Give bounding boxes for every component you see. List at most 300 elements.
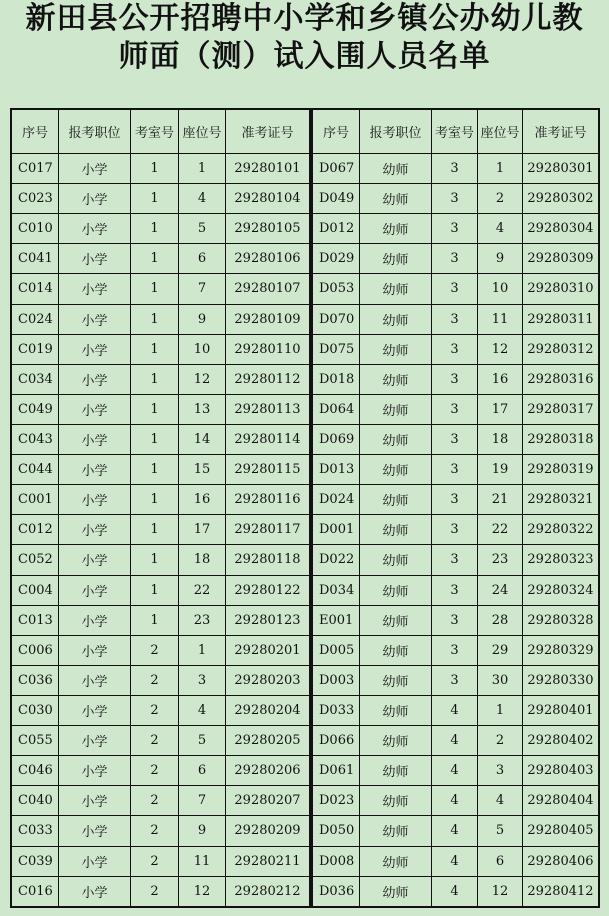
- position-cell: 小学: [59, 665, 131, 695]
- ticket-cell: 29280212: [226, 876, 310, 906]
- seq-cell: C044: [12, 455, 59, 485]
- seat-cell: 16: [478, 364, 523, 394]
- table-row: [313, 515, 599, 545]
- room-cell: 3: [432, 214, 478, 244]
- seat-cell: 7: [179, 786, 226, 816]
- room-cell: 1: [131, 334, 179, 364]
- seq-cell: C046: [12, 756, 59, 786]
- table-row: [12, 424, 310, 454]
- ticket-cell: 29280106: [226, 244, 310, 274]
- position-cell: 小学: [59, 575, 131, 605]
- room-cell: 2: [131, 635, 179, 665]
- seq-cell: D066: [313, 726, 360, 756]
- seat-cell: 6: [179, 244, 226, 274]
- seq-cell: D050: [313, 816, 360, 846]
- seat-cell: 9: [478, 244, 523, 274]
- room-cell: 1: [131, 485, 179, 515]
- seat-cell: 29: [478, 635, 523, 665]
- seq-cell: D013: [313, 455, 360, 485]
- table-row: [12, 786, 310, 816]
- seat-cell: 14: [179, 424, 226, 454]
- seat-cell: 4: [478, 214, 523, 244]
- position-cell: 幼师: [360, 154, 432, 184]
- room-cell: 3: [432, 515, 478, 545]
- seq-cell: C055: [12, 726, 59, 756]
- table-row: [12, 154, 310, 184]
- table-row: [313, 726, 599, 756]
- position-cell: 幼师: [360, 695, 432, 725]
- table-row: [12, 635, 310, 665]
- seq-cell: D069: [313, 424, 360, 454]
- room-cell: 3: [432, 455, 478, 485]
- seat-cell: 4: [179, 695, 226, 725]
- seat-cell: 6: [478, 846, 523, 876]
- ticket-cell: 29280204: [226, 695, 310, 725]
- table-row: [313, 214, 599, 244]
- table-row: [12, 455, 310, 485]
- ticket-cell: 29280317: [523, 394, 599, 424]
- room-cell: 2: [131, 726, 179, 756]
- table-row: [12, 214, 310, 244]
- table-row: [12, 756, 310, 786]
- seat-cell: 5: [179, 726, 226, 756]
- room-cell: 3: [432, 545, 478, 575]
- ticket-cell: 29280319: [523, 455, 599, 485]
- seat-cell: 12: [478, 876, 523, 906]
- ticket-cell: 29280412: [523, 876, 599, 906]
- seat-cell: 22: [179, 575, 226, 605]
- room-cell: 2: [131, 756, 179, 786]
- ticket-cell: 29280402: [523, 726, 599, 756]
- ticket-cell: 29280114: [226, 424, 310, 454]
- position-cell: 小学: [59, 635, 131, 665]
- header-ticket: 准考证号: [523, 110, 599, 154]
- ticket-cell: 29280405: [523, 816, 599, 846]
- position-cell: 小学: [59, 424, 131, 454]
- ticket-cell: 29280112: [226, 364, 310, 394]
- table-row: [12, 726, 310, 756]
- position-cell: 幼师: [360, 726, 432, 756]
- room-cell: 3: [432, 244, 478, 274]
- ticket-cell: 29280309: [523, 244, 599, 274]
- position-cell: 幼师: [360, 485, 432, 515]
- seat-cell: 9: [179, 816, 226, 846]
- table-row: [313, 455, 599, 485]
- seq-cell: C013: [12, 605, 59, 635]
- room-cell: 4: [432, 756, 478, 786]
- ticket-cell: 29280110: [226, 334, 310, 364]
- position-cell: 幼师: [360, 214, 432, 244]
- room-cell: 4: [432, 846, 478, 876]
- seat-cell: 22: [478, 515, 523, 545]
- seq-cell: D001: [313, 515, 360, 545]
- ticket-cell: 29280324: [523, 575, 599, 605]
- ticket-cell: 29280321: [523, 485, 599, 515]
- seq-cell: C019: [12, 334, 59, 364]
- title-line-1: 新田县公开招聘中小学和乡镇公办幼儿教: [25, 1, 584, 36]
- room-cell: 3: [432, 394, 478, 424]
- position-cell: 幼师: [360, 274, 432, 304]
- seq-cell: D023: [313, 786, 360, 816]
- room-cell: 1: [131, 214, 179, 244]
- room-cell: 1: [131, 605, 179, 635]
- ticket-cell: 29280401: [523, 695, 599, 725]
- seq-cell: D033: [313, 695, 360, 725]
- seat-cell: 1: [179, 154, 226, 184]
- seq-cell: D070: [313, 304, 360, 334]
- position-cell: 小学: [59, 485, 131, 515]
- right-table: [312, 109, 599, 907]
- seat-cell: 2: [478, 184, 523, 214]
- table-row: [12, 244, 310, 274]
- ticket-cell: 29280117: [226, 515, 310, 545]
- seat-cell: 1: [478, 695, 523, 725]
- ticket-cell: 29280101: [226, 154, 310, 184]
- room-cell: 1: [131, 364, 179, 394]
- seq-cell: D018: [313, 364, 360, 394]
- seq-cell: D012: [313, 214, 360, 244]
- seat-cell: 23: [179, 605, 226, 635]
- room-cell: 2: [131, 665, 179, 695]
- position-cell: 小学: [59, 695, 131, 725]
- header-seat: 座位号: [179, 110, 226, 154]
- table-row: [12, 876, 310, 906]
- ticket-cell: 29280403: [523, 756, 599, 786]
- room-cell: 2: [131, 695, 179, 725]
- position-cell: 幼师: [360, 786, 432, 816]
- room-cell: 1: [131, 424, 179, 454]
- header-position: 报考职位: [59, 110, 131, 154]
- seq-cell: C012: [12, 515, 59, 545]
- room-cell: 4: [432, 816, 478, 846]
- ticket-cell: 29280205: [226, 726, 310, 756]
- header-seq: 序号: [313, 110, 360, 154]
- ticket-cell: 29280118: [226, 545, 310, 575]
- ticket-cell: 29280318: [523, 424, 599, 454]
- table-row: [313, 605, 599, 635]
- seq-cell: C023: [12, 184, 59, 214]
- ticket-cell: 29280310: [523, 274, 599, 304]
- position-cell: 幼师: [360, 244, 432, 274]
- table-row: [313, 545, 599, 575]
- seat-cell: 24: [478, 575, 523, 605]
- seat-cell: 16: [179, 485, 226, 515]
- ticket-cell: 29280301: [523, 154, 599, 184]
- seat-cell: 5: [179, 214, 226, 244]
- position-cell: 幼师: [360, 334, 432, 364]
- seat-cell: 15: [179, 455, 226, 485]
- seq-cell: E001: [313, 605, 360, 635]
- room-cell: 2: [131, 876, 179, 906]
- seat-cell: 30: [478, 665, 523, 695]
- table-row: [12, 605, 310, 635]
- position-cell: 小学: [59, 154, 131, 184]
- seq-cell: D067: [313, 154, 360, 184]
- ticket-cell: 29280302: [523, 184, 599, 214]
- position-cell: 小学: [59, 214, 131, 244]
- seat-cell: 6: [179, 756, 226, 786]
- room-cell: 1: [131, 545, 179, 575]
- room-cell: 3: [432, 605, 478, 635]
- seat-cell: 5: [478, 816, 523, 846]
- position-cell: 小学: [59, 816, 131, 846]
- table-row: [313, 786, 599, 816]
- seq-cell: C036: [12, 665, 59, 695]
- position-cell: 幼师: [360, 394, 432, 424]
- seq-cell: D005: [313, 635, 360, 665]
- room-cell: 3: [432, 154, 478, 184]
- position-cell: 幼师: [360, 304, 432, 334]
- seq-cell: C049: [12, 394, 59, 424]
- left-header-row: [12, 110, 310, 154]
- table-row: [12, 665, 310, 695]
- seq-cell: D024: [313, 485, 360, 515]
- table-row: [313, 695, 599, 725]
- ticket-cell: 29280312: [523, 334, 599, 364]
- seq-cell: C043: [12, 424, 59, 454]
- seq-cell: D034: [313, 575, 360, 605]
- position-cell: 幼师: [360, 635, 432, 665]
- room-cell: 4: [432, 786, 478, 816]
- ticket-cell: 29280328: [523, 605, 599, 635]
- ticket-cell: 29280207: [226, 786, 310, 816]
- room-cell: 1: [131, 244, 179, 274]
- seat-cell: 1: [179, 635, 226, 665]
- room-cell: 1: [131, 184, 179, 214]
- ticket-cell: 29280104: [226, 184, 310, 214]
- seat-cell: 4: [179, 184, 226, 214]
- seq-cell: D036: [313, 876, 360, 906]
- table-row: [313, 876, 599, 906]
- table-row: [313, 184, 599, 214]
- ticket-cell: 29280322: [523, 515, 599, 545]
- position-cell: 幼师: [360, 364, 432, 394]
- room-cell: 3: [432, 665, 478, 695]
- seat-cell: 10: [478, 274, 523, 304]
- position-cell: 幼师: [360, 605, 432, 635]
- table-row: [313, 635, 599, 665]
- table-row: [12, 515, 310, 545]
- table-row: [12, 364, 310, 394]
- seat-cell: 21: [478, 485, 523, 515]
- seq-cell: D029: [313, 244, 360, 274]
- seat-cell: 12: [179, 876, 226, 906]
- position-cell: 幼师: [360, 665, 432, 695]
- table-row: [313, 665, 599, 695]
- seat-cell: 3: [179, 665, 226, 695]
- seq-cell: D049: [313, 184, 360, 214]
- room-cell: 1: [131, 394, 179, 424]
- room-cell: 1: [131, 575, 179, 605]
- position-cell: 小学: [59, 184, 131, 214]
- room-cell: 3: [432, 424, 478, 454]
- table-row: [12, 394, 310, 424]
- seq-cell: D064: [313, 394, 360, 424]
- position-cell: 小学: [59, 846, 131, 876]
- room-cell: 3: [432, 334, 478, 364]
- room-cell: 3: [432, 304, 478, 334]
- seat-cell: 2: [478, 726, 523, 756]
- position-cell: 小学: [59, 605, 131, 635]
- position-cell: 小学: [59, 726, 131, 756]
- seat-cell: 18: [179, 545, 226, 575]
- seq-cell: D061: [313, 756, 360, 786]
- seat-cell: 3: [478, 756, 523, 786]
- ticket-cell: 29280123: [226, 605, 310, 635]
- seq-cell: C034: [12, 364, 59, 394]
- ticket-cell: 29280115: [226, 455, 310, 485]
- seq-cell: D003: [313, 665, 360, 695]
- room-cell: 3: [432, 635, 478, 665]
- seq-cell: C016: [12, 876, 59, 906]
- table-row: [313, 364, 599, 394]
- ticket-cell: 29280116: [226, 485, 310, 515]
- table-row: [313, 816, 599, 846]
- position-cell: 小学: [59, 304, 131, 334]
- seat-cell: 19: [478, 455, 523, 485]
- position-cell: 小学: [59, 455, 131, 485]
- ticket-cell: 29280109: [226, 304, 310, 334]
- seat-cell: 10: [179, 334, 226, 364]
- ticket-cell: 29280122: [226, 575, 310, 605]
- seat-cell: 23: [478, 545, 523, 575]
- seq-cell: C006: [12, 635, 59, 665]
- seat-cell: 4: [478, 786, 523, 816]
- table-row: [12, 846, 310, 876]
- position-cell: 小学: [59, 334, 131, 364]
- ticket-cell: 29280105: [226, 214, 310, 244]
- position-cell: 幼师: [360, 575, 432, 605]
- room-cell: 1: [131, 304, 179, 334]
- position-cell: 小学: [59, 545, 131, 575]
- table-row: [12, 816, 310, 846]
- position-cell: 幼师: [360, 846, 432, 876]
- header-seq: 序号: [12, 110, 59, 154]
- table-row: [313, 154, 599, 184]
- page-title: [0, 0, 609, 76]
- room-cell: 3: [432, 364, 478, 394]
- seat-cell: 9: [179, 304, 226, 334]
- seq-cell: C001: [12, 485, 59, 515]
- position-cell: 小学: [59, 244, 131, 274]
- position-cell: 幼师: [360, 455, 432, 485]
- position-cell: 幼师: [360, 756, 432, 786]
- table-row: [12, 304, 310, 334]
- ticket-cell: 29280206: [226, 756, 310, 786]
- left-table: [11, 109, 310, 907]
- seq-cell: C017: [12, 154, 59, 184]
- position-cell: 小学: [59, 274, 131, 304]
- room-cell: 4: [432, 876, 478, 906]
- ticket-cell: 29280201: [226, 635, 310, 665]
- table-row: [313, 424, 599, 454]
- seat-cell: 13: [179, 394, 226, 424]
- position-cell: 幼师: [360, 515, 432, 545]
- table-row: [313, 274, 599, 304]
- room-cell: 3: [432, 485, 478, 515]
- room-cell: 3: [432, 184, 478, 214]
- seat-cell: 17: [179, 515, 226, 545]
- table-row: [313, 575, 599, 605]
- seat-cell: 28: [478, 605, 523, 635]
- table-row: [313, 394, 599, 424]
- room-cell: 1: [131, 274, 179, 304]
- room-cell: 3: [432, 575, 478, 605]
- seat-cell: 11: [478, 304, 523, 334]
- position-cell: 幼师: [360, 184, 432, 214]
- header-room: 考室号: [432, 110, 478, 154]
- ticket-cell: 29280211: [226, 846, 310, 876]
- seat-cell: 7: [179, 274, 226, 304]
- room-cell: 2: [131, 816, 179, 846]
- table-row: [12, 334, 310, 364]
- ticket-cell: 29280304: [523, 214, 599, 244]
- seq-cell: C052: [12, 545, 59, 575]
- seq-cell: D022: [313, 545, 360, 575]
- ticket-cell: 29280311: [523, 304, 599, 334]
- table-row: [12, 545, 310, 575]
- position-cell: 幼师: [360, 816, 432, 846]
- table-row: [313, 244, 599, 274]
- position-cell: 小学: [59, 876, 131, 906]
- seat-cell: 18: [478, 424, 523, 454]
- seat-cell: 1: [478, 154, 523, 184]
- table-row: [12, 184, 310, 214]
- header-ticket: 准考证号: [226, 110, 310, 154]
- header-position: 报考职位: [360, 110, 432, 154]
- candidate-list-table: [10, 108, 600, 908]
- seq-cell: C010: [12, 214, 59, 244]
- ticket-cell: 29280316: [523, 364, 599, 394]
- title-line-2: 师面（测）试入围人员名单: [118, 39, 491, 74]
- seq-cell: D053: [313, 274, 360, 304]
- table-row: [313, 304, 599, 334]
- room-cell: 2: [131, 846, 179, 876]
- position-cell: 幼师: [360, 545, 432, 575]
- position-cell: 小学: [59, 756, 131, 786]
- ticket-cell: 29280406: [523, 846, 599, 876]
- header-seat: 座位号: [478, 110, 523, 154]
- ticket-cell: 29280209: [226, 816, 310, 846]
- seq-cell: C024: [12, 304, 59, 334]
- position-cell: 小学: [59, 786, 131, 816]
- room-cell: 4: [432, 726, 478, 756]
- header-room: 考室号: [131, 110, 179, 154]
- seq-cell: C014: [12, 274, 59, 304]
- room-cell: 1: [131, 154, 179, 184]
- right-header-row: [313, 110, 599, 154]
- room-cell: 1: [131, 515, 179, 545]
- table-row: [12, 485, 310, 515]
- position-cell: 小学: [59, 515, 131, 545]
- seat-cell: 12: [179, 364, 226, 394]
- seq-cell: C039: [12, 846, 59, 876]
- room-cell: 2: [131, 786, 179, 816]
- table-row: [12, 695, 310, 725]
- ticket-cell: 29280329: [523, 635, 599, 665]
- seq-cell: C030: [12, 695, 59, 725]
- seq-cell: C040: [12, 786, 59, 816]
- ticket-cell: 29280107: [226, 274, 310, 304]
- seq-cell: D075: [313, 334, 360, 364]
- seq-cell: D008: [313, 846, 360, 876]
- table-row: [313, 334, 599, 364]
- seq-cell: C004: [12, 575, 59, 605]
- seat-cell: 17: [478, 394, 523, 424]
- seat-cell: 12: [478, 334, 523, 364]
- table-row: [313, 756, 599, 786]
- table-row: [313, 846, 599, 876]
